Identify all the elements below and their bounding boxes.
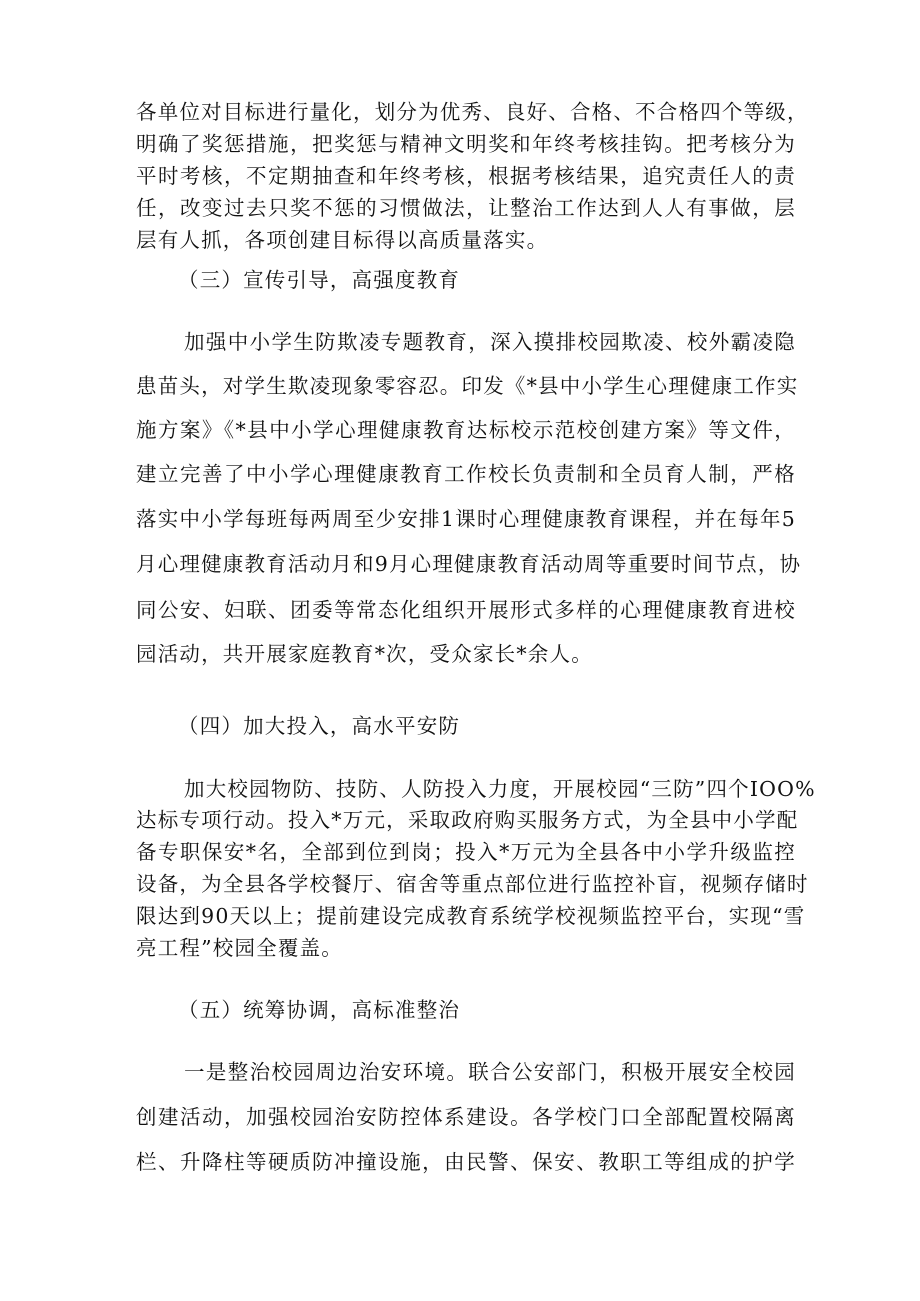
paragraph-line: 各单位对目标进行量化，划分为优秀、良好、合格、不合格四个等级，: [136, 100, 809, 124]
paragraph-line: 设备，为全县各学校餐厅、宿舍等重点部位进行监控补盲，视频存储时: [136, 872, 809, 896]
paragraph-line: 同公安、妇联、团委等常态化组织开展形式多样的心理健康教育进校: [136, 598, 796, 622]
paragraph-line: 任，改变过去只奖不惩的习惯做法，让整治工作达到人人有事做，层: [136, 196, 796, 220]
paragraph-line: 达标专项行动。投入*万元，采取政府购买服务方式，为全县中小学配: [136, 808, 799, 832]
paragraph-line: 明确了奖惩措施，把奖惩与精神文明奖和年终考核挂钩。把考核分为: [136, 132, 796, 156]
paragraph-line: 亮工程”校园全覆盖。: [136, 936, 343, 960]
paragraph-line: 创建活动，加强校园治安防控体系建设。各学校门口全部配置校隔离: [136, 1105, 796, 1129]
paragraph-line: 加强中小学生防欺凌专题教育，深入摸排校园欺凌、校外霸凌隐: [184, 330, 796, 354]
paragraph-line: 月心理健康教育活动月和9月心理健康教育活动周等重要时间节点，协: [136, 552, 802, 576]
section-heading: （四）加大投入，高水平安防: [178, 714, 461, 738]
section-heading: （三）宣传引导，高强度教育: [178, 268, 461, 292]
section-heading: （五）统筹协调，高标准整治: [178, 998, 461, 1022]
paragraph-line: 层有人抓，各项创建目标得以高质量落实。: [136, 228, 549, 252]
paragraph-line: 备专职保安*名，全部到位到岗；投入*万元为全县各中小学升级监控: [136, 840, 796, 864]
paragraph-line: 平时考核，不定期抽查和年终考核，根据考核结果，追究责任人的责: [136, 164, 796, 188]
paragraph-line: 建立完善了中小学心理健康教育工作校长负责制和全员育人制，严格: [136, 462, 796, 486]
paragraph-line: 栏、升降柱等硬质防冲撞设施，由民警、保安、教职工等组成的护学: [136, 1150, 796, 1174]
paragraph-line: 施方案》《*县中小学心理健康教育达标校示范校创建方案》等文件，: [136, 418, 796, 442]
paragraph-line: 限达到90天以上；提前建设完成教育系统学校视频监控平台，实现“雪: [136, 904, 806, 928]
paragraph-line: 一是整治校园周边治安环境。联合公安部门，积极开展安全校园: [184, 1060, 796, 1084]
paragraph-line: 加大校园物防、技防、人防投入力度，开展校园“三防”四个IOO%: [184, 777, 816, 801]
paragraph-line: 落实中小学每班每两周至少安排1课时心理健康教育课程，并在每年5: [136, 507, 796, 531]
paragraph-line: 患苗头，对学生欺凌现象零容忍。印发《*县中小学生心理健康工作实: [136, 374, 799, 398]
paragraph-line: 园活动，共开展家庭教育*次，受众家长*余人。: [136, 642, 593, 666]
